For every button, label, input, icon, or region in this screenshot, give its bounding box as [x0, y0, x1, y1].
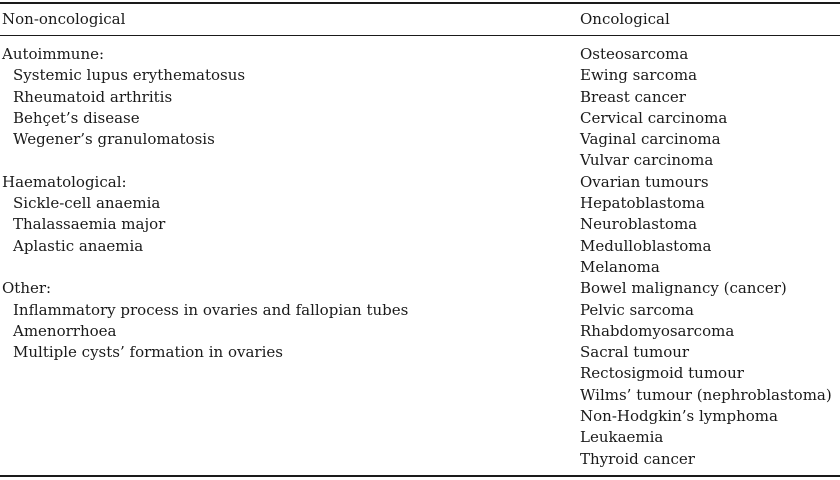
list-item: Leukaemia — [580, 428, 664, 447]
list-item: Rheumatoid arthritis — [13, 87, 173, 106]
list-item: Melanoma — [580, 257, 660, 276]
list-item: Multiple cysts’ formation in ovaries — [13, 343, 283, 362]
group-title-other: Other: — [2, 279, 52, 298]
list-item: Inflammatory process in ovaries and fallopian tubes — [13, 300, 409, 319]
group-spacer — [2, 150, 408, 171]
list-item: Bowel malignancy (cancer) — [580, 279, 787, 298]
list-item: Pelvic sarcoma — [580, 300, 694, 319]
list-item: Neuroblastoma — [580, 215, 698, 234]
list-item: Sacral tumour — [580, 343, 690, 362]
list-item: Vaginal carcinoma — [580, 130, 721, 149]
list-item: Thalassaemia major — [13, 215, 166, 234]
group-title-autoimmune: Autoimmune: — [2, 45, 105, 63]
list-item: Vulvar carcinoma — [580, 151, 714, 170]
list-item: Ovarian tumours — [580, 172, 709, 191]
group-spacer — [2, 257, 408, 278]
list-item: Hepatoblastoma — [580, 194, 705, 213]
header-rule — [0, 35, 840, 36]
list-item: Non-Hodgkin’s lymphoma — [580, 407, 778, 426]
list-item: Rhabdomyosarcoma — [580, 321, 735, 340]
list-item: Behçet’s disease — [13, 108, 140, 127]
list-item: Wilms’ tumour (nephroblastoma) — [580, 385, 832, 404]
list-item: Sickle-cell anaemia — [13, 194, 161, 213]
group-title-haematological: Haematological: — [2, 172, 127, 191]
top-rule — [0, 2, 840, 4]
list-item: Aplastic anaemia — [13, 236, 144, 255]
list-item: Thyroid cancer — [580, 449, 695, 468]
list-item: Systemic lupus erythematosus — [13, 66, 246, 85]
list-item: Amenorrhoea — [13, 321, 117, 340]
header-non-oncological: Non-oncological — [2, 10, 126, 28]
oncological-column — [580, 44, 832, 470]
list-item: Rectosigmoid tumour — [580, 364, 744, 383]
list-item: Ewing sarcoma — [580, 66, 698, 85]
non-oncological-column — [2, 44, 408, 363]
list-item: Cervical carcinoma — [580, 108, 728, 127]
list-item: Medulloblastoma — [580, 236, 712, 255]
list-item: Osteosarcoma — [580, 45, 689, 63]
header-oncological: Oncological — [580, 10, 670, 28]
list-item: Breast cancer — [580, 87, 686, 106]
bottom-rule — [0, 475, 840, 477]
list-item: Wegener’s granulomatosis — [13, 130, 215, 149]
